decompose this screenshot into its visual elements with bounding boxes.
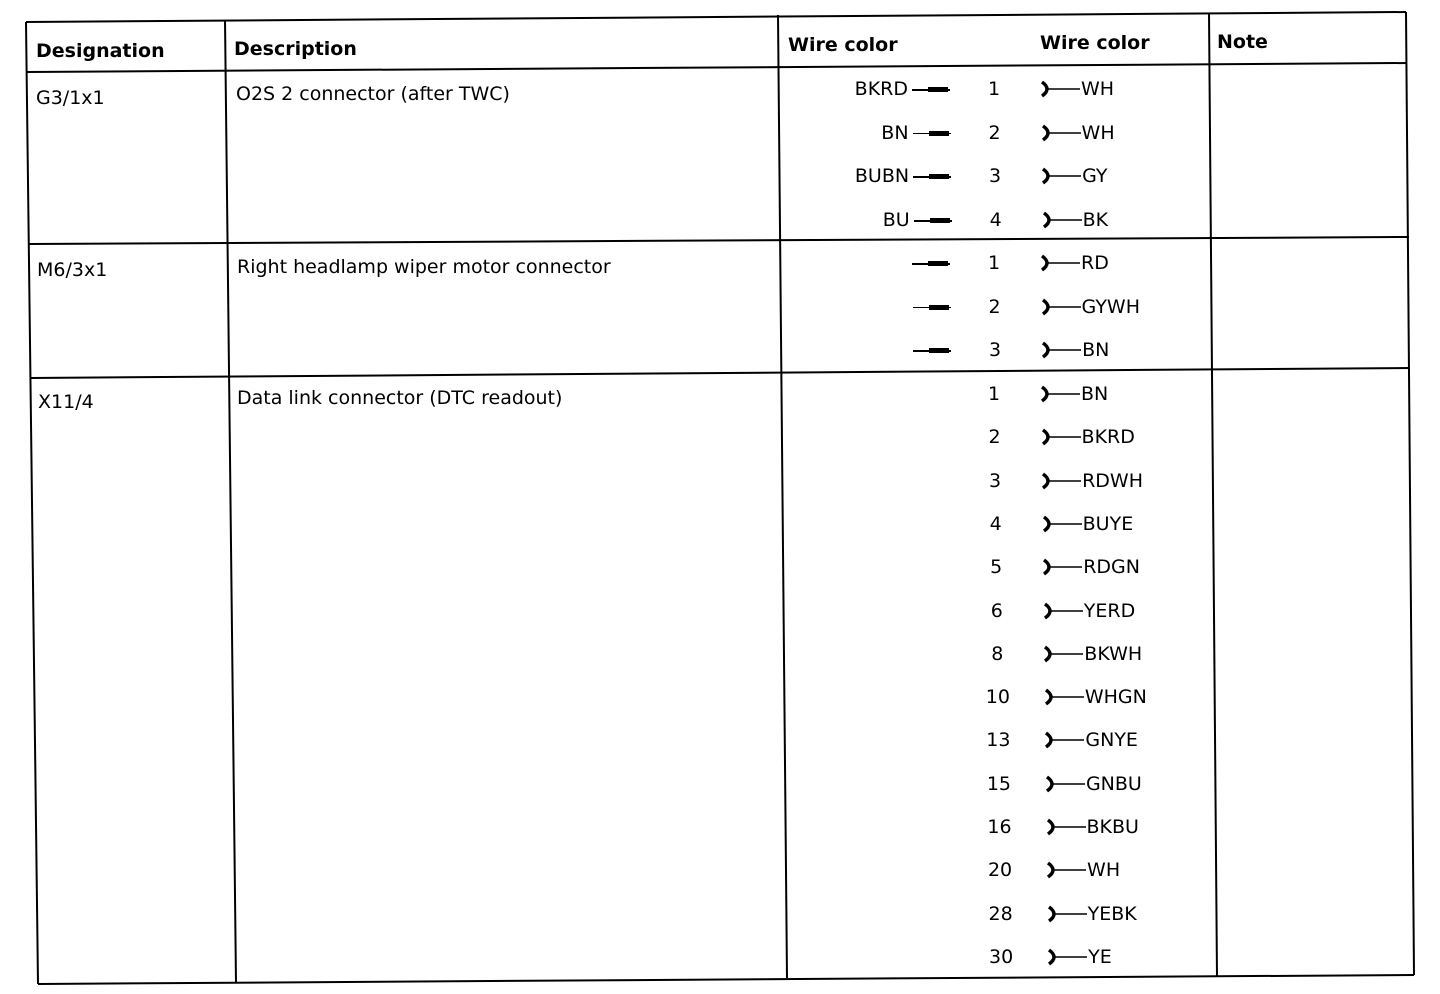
- wire-stub-icon: [914, 216, 952, 226]
- header-designation: Designation: [36, 40, 165, 62]
- connector-socket-icon: [1042, 513, 1084, 535]
- connector-socket-icon: [1041, 165, 1083, 187]
- connector-socket-icon: [1040, 383, 1082, 405]
- right-wire-color: RDWH: [1082, 469, 1143, 492]
- connector-socket-icon: [1042, 556, 1084, 578]
- wire-stub-icon: [913, 129, 951, 139]
- pin-number: 1: [987, 252, 1001, 274]
- pin-number: 1: [987, 78, 1001, 100]
- right-wire-color: RDGN: [1083, 556, 1140, 579]
- connector-socket-icon: [1040, 252, 1082, 274]
- connector-socket-icon: [1041, 426, 1083, 448]
- header-wire-color-right: Wire color: [1040, 32, 1150, 54]
- right-wire-color: WHGN: [1084, 686, 1147, 709]
- pin-number: 6: [990, 599, 1003, 622]
- connector-socket-icon: [1046, 859, 1088, 881]
- pin-number: 8: [991, 642, 1004, 665]
- row-description: Data link connector (DTC readout): [237, 387, 563, 409]
- row-description: Right headlamp wiper motor connector: [237, 256, 611, 278]
- pin-number: 2: [988, 295, 1001, 318]
- row-designation: X11/4: [38, 391, 94, 413]
- right-wire-color: YERD: [1083, 599, 1136, 622]
- connector-socket-icon: [1045, 773, 1087, 795]
- connector-socket-icon: [1044, 729, 1086, 751]
- wire-stub-icon: [912, 259, 950, 269]
- right-wire-color: BK: [1082, 209, 1109, 232]
- wire-stub-icon: [913, 172, 951, 182]
- connector-socket-icon: [1041, 122, 1083, 144]
- pin-number: 2: [988, 426, 1001, 449]
- connector-socket-icon: [1041, 470, 1083, 492]
- pin-number: 3: [989, 339, 1002, 361]
- left-wire-color: BU: [882, 209, 910, 232]
- pin-number: 16: [987, 816, 1012, 838]
- pin-number: 5: [990, 556, 1003, 579]
- header-wire-color-left: Wire color: [788, 34, 898, 56]
- right-wire-color: YEBK: [1087, 902, 1137, 925]
- connector-socket-icon: [1041, 339, 1083, 361]
- pin-number: 10: [985, 686, 1010, 709]
- pin-number: 2: [988, 121, 1001, 144]
- left-wire-color: BKRD: [854, 78, 908, 100]
- header-description: Description: [234, 38, 357, 60]
- pin-number: 20: [987, 859, 1013, 882]
- right-wire-color: BKRD: [1081, 426, 1135, 449]
- connector-socket-icon: [1043, 600, 1085, 622]
- pin-number: 1: [987, 383, 1001, 405]
- right-wire-color: BN: [1082, 339, 1110, 361]
- wire-stub-icon: [912, 85, 950, 95]
- pin-number: 3: [989, 469, 1002, 492]
- connector-socket-icon: [1040, 78, 1082, 100]
- wire-stub-icon: [913, 303, 951, 313]
- connector-socket-icon: [1044, 686, 1086, 708]
- right-wire-color: WH: [1087, 859, 1121, 882]
- pin-number: 15: [986, 772, 1012, 795]
- right-wire-color: BN: [1081, 383, 1109, 405]
- left-wire-color: BUBN: [854, 165, 910, 188]
- pin-number: 28: [988, 902, 1013, 925]
- wire-stub-icon: [913, 346, 951, 356]
- pin-number: 4: [989, 512, 1002, 535]
- connector-socket-icon: [1047, 946, 1089, 968]
- connector-socket-icon: [1047, 903, 1089, 925]
- right-wire-color: GNYE: [1085, 729, 1138, 752]
- row-designation: M6/3x1: [37, 259, 108, 281]
- right-wire-color: WH: [1081, 78, 1115, 100]
- pin-number: 30: [989, 945, 1014, 968]
- connector-socket-icon: [1043, 643, 1085, 665]
- pin-number: 13: [986, 729, 1011, 752]
- right-wire-color: BKWH: [1084, 642, 1143, 665]
- right-wire-color: WH: [1081, 121, 1115, 144]
- right-wire-color: RD: [1081, 252, 1109, 274]
- pin-number: 3: [989, 165, 1002, 188]
- connector-socket-icon: [1041, 296, 1083, 318]
- header-note: Note: [1217, 31, 1268, 53]
- right-wire-color: GNBU: [1085, 772, 1142, 795]
- row-designation: G3/1x1: [36, 87, 105, 109]
- pin-number: 4: [989, 209, 1002, 232]
- right-wire-color: BKBU: [1086, 816, 1139, 838]
- right-wire-color: BUYE: [1082, 512, 1134, 535]
- left-wire-color: BN: [881, 121, 909, 144]
- connector-socket-icon: [1046, 816, 1088, 838]
- right-wire-color: YE: [1088, 945, 1112, 968]
- row-description: O2S 2 connector (after TWC): [236, 83, 510, 105]
- right-wire-color: GY: [1082, 165, 1108, 188]
- right-wire-color: GYWH: [1081, 295, 1141, 318]
- connector-socket-icon: [1042, 209, 1084, 231]
